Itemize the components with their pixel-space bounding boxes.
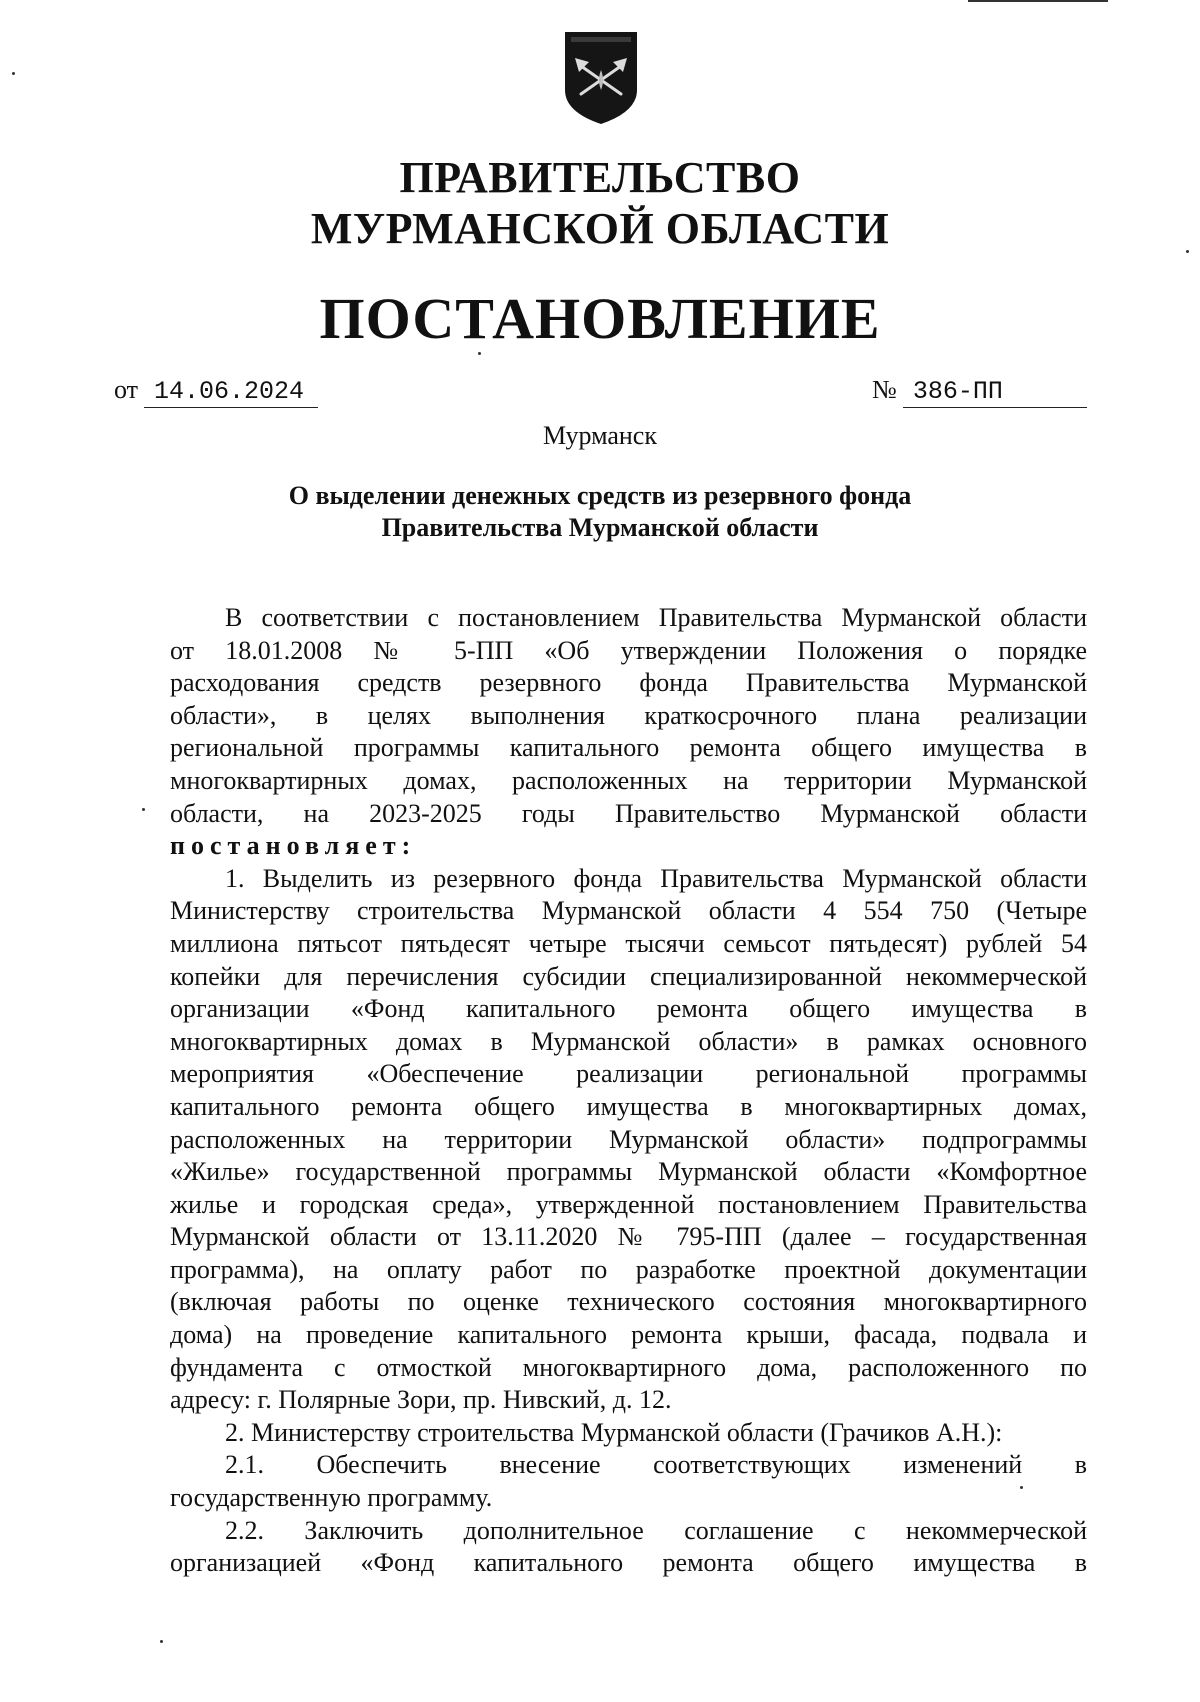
body-line: капитального ремонта общего имущества в многоквартирных домах, xyxy=(170,1091,1087,1121)
body-line: 1. Выделить из резервного фонда Правительства Мурманской области xyxy=(225,863,1087,893)
body-line: копейки для перечисления субсидии специализированной некоммерческой xyxy=(170,961,1087,991)
scan-speck xyxy=(1186,250,1189,253)
scan-speck xyxy=(160,1640,163,1643)
body-line: многоквартирных домах в Мурманской области» в рамках основного xyxy=(170,1026,1087,1056)
body-line: расходования средств резервного фонда Правительства Мурманской xyxy=(170,668,1087,698)
body-line: мероприятия «Обеспечение реализации региональной программы xyxy=(170,1059,1087,1089)
body-line: фундамента с отмосткой многоквартирного дома, расположенного по xyxy=(170,1352,1087,1382)
date-row xyxy=(114,375,318,408)
subject-line2: Правительства Мурманской области xyxy=(381,513,819,542)
document-body xyxy=(170,602,1087,1580)
date-prefix: от xyxy=(114,375,139,404)
subject-line1: О выделении денежных средств из резервного фонда xyxy=(288,481,912,510)
resolves-keyword: постановляет: xyxy=(170,831,417,861)
scan-speck xyxy=(142,808,145,811)
body-line: организацией «Фонд капитального ремонта общего имущества в xyxy=(170,1548,1087,1578)
document-type-title: ПОСТАНОВЛЕНИЕ xyxy=(319,286,881,351)
body-line: «Жилье» государственной программы Мурманской области «Комфортное xyxy=(170,1157,1087,1187)
body-line: 2.2. Заключить дополнительное соглашение с некоммерческой xyxy=(225,1515,1087,1545)
scan-speck xyxy=(1020,1486,1023,1489)
body-line: программа), на оплату работ по разработке проектной документации xyxy=(170,1254,1087,1284)
city-name: Мурманск xyxy=(543,421,657,450)
number-prefix: № xyxy=(872,375,897,404)
body-line: расположенных на территории Мурманской области» подпрограммы xyxy=(170,1124,1087,1154)
scan-speck xyxy=(12,72,15,75)
number-row xyxy=(872,375,1087,408)
government-name-line2: МУРМАНСКОЙ ОБЛАСТИ xyxy=(310,204,890,253)
body-line: области, на 2023-2025 годы Правительство Мурманской области xyxy=(170,798,1087,828)
body-line: области», в целях выполнения краткосрочного плана реализации xyxy=(170,700,1087,730)
body-line: миллиона пятьсот пятьдесят четыре тысячи семьсот пятьдесят) рублей 54 xyxy=(170,928,1087,958)
body-line: жилье и городская среда», утвержденной постановлением Правительства xyxy=(170,1189,1087,1219)
document-number: 386-ПП xyxy=(903,377,1087,408)
coat-of-arms-emblem xyxy=(557,28,645,126)
body-line: 2. Министерству строительства Мурманской области (Грачиков А.Н.): xyxy=(225,1417,1003,1447)
body-line: организации «Фонд капитального ремонта общего имущества в xyxy=(170,994,1087,1024)
body-line: 2.1. Обеспечить внесение соответствующих изменений в xyxy=(225,1450,1087,1480)
body-line: дома) на проведение капитального ремонта крыши, фасада, подвала и xyxy=(170,1320,1087,1350)
document-date: 14.06.2024 xyxy=(144,377,318,408)
body-line: Министерству строительства Мурманской области 4 554 750 (Четыре xyxy=(170,896,1087,926)
scan-speck xyxy=(478,352,481,355)
body-line: Мурманской области от 13.11.2020 № 795-ПП (далее – государственная xyxy=(170,1222,1087,1252)
body-line: (включая работы по оценке технического состояния многоквартирного xyxy=(170,1287,1087,1317)
top-edge-rule xyxy=(968,0,1108,2)
body-line: региональной программы капитального ремонта общего имущества в xyxy=(170,733,1087,763)
body-line: от 18.01.2008 № 5-ПП «Об утверждении Положения о порядке xyxy=(170,635,1087,665)
body-line: В соответствии с постановлением Правительства Мурманской области xyxy=(225,603,1087,632)
body-line: адресу: г. Полярные Зори, пр. Нивский, д. 12. xyxy=(170,1385,672,1415)
government-name-line1: ПРАВИТЕЛЬСТВО xyxy=(399,153,801,202)
body-line: многоквартирных домах, расположенных на территории Мурманской xyxy=(170,765,1087,795)
body-line: государственную программу. xyxy=(170,1483,493,1513)
